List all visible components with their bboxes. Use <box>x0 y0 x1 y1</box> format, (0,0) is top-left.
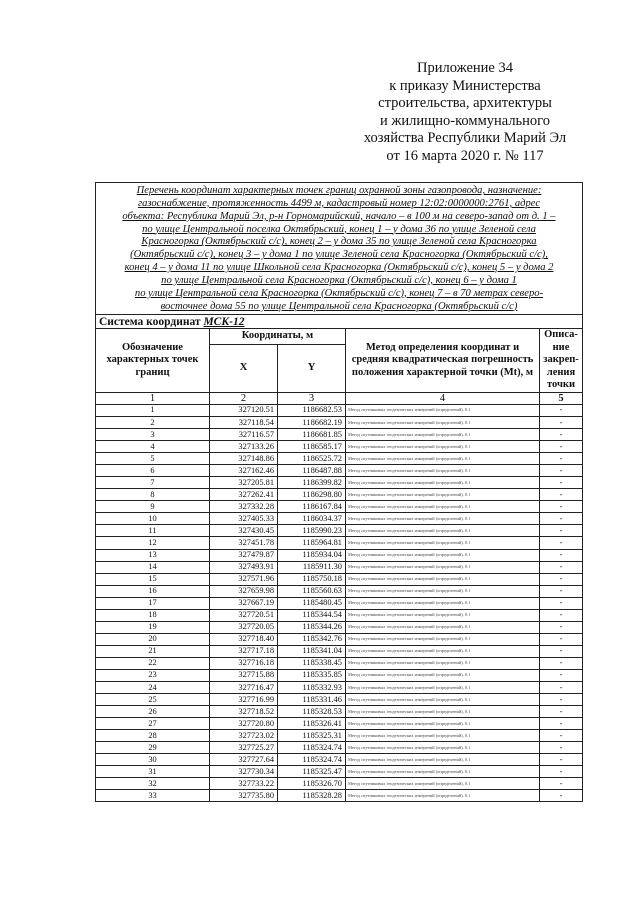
coord-y: 1186167.84 <box>278 501 346 513</box>
table-row <box>96 525 583 537</box>
description-cell: - <box>540 549 583 561</box>
coord-x: 327116.57 <box>210 429 278 441</box>
point-id: 1 <box>96 404 210 416</box>
method-cell: Метод спутниковых геодезических измерений (определений), 0.1 <box>346 453 540 465</box>
coord-x: 327332.28 <box>210 501 278 513</box>
point-id: 33 <box>96 790 210 802</box>
method-cell: Метод спутниковых геодезических измерений (определений), 0.1 <box>346 525 540 537</box>
appendix-line: хозяйства Республики Марий Эл <box>363 130 567 146</box>
table-row <box>96 453 583 465</box>
coord-y: 1185342.76 <box>278 633 346 645</box>
description-cell: - <box>540 766 583 778</box>
coordinate-system <box>96 315 583 329</box>
coord-x: 327148.86 <box>210 453 278 465</box>
title-line: Перечень координат характерных точек границ охранной зоны газопровода, назначение: <box>136 185 542 196</box>
coord-y: 1185964.81 <box>278 537 346 549</box>
description-cell: - <box>540 694 583 706</box>
description-cell: - <box>540 718 583 730</box>
description-cell: - <box>540 537 583 549</box>
coord-y: 1185326.70 <box>278 778 346 790</box>
point-id: 12 <box>96 537 210 549</box>
table-row <box>96 706 583 718</box>
point-id: 3 <box>96 429 210 441</box>
coord-y: 1186034.37 <box>278 513 346 525</box>
point-id: 26 <box>96 706 210 718</box>
coord-y: 1185341.04 <box>278 645 346 657</box>
method-cell: Метод спутниковых геодезических измерений (определений), 0.1 <box>346 730 540 742</box>
column-number: 2 <box>210 392 278 404</box>
table-row <box>96 718 583 730</box>
header-description: Описа-ние закреп-ления точки <box>540 329 583 393</box>
coord-x: 327720.05 <box>210 621 278 633</box>
table-row <box>96 754 583 766</box>
table-row <box>96 477 583 489</box>
description-cell: - <box>540 513 583 525</box>
table-row <box>96 549 583 561</box>
point-id: 18 <box>96 609 210 621</box>
title-line: восточнее дома 55 по улице Центральной села Красногорка (Октябрьский с/с) <box>160 300 518 312</box>
appendix-line: и жилищно-коммунального <box>379 112 551 129</box>
method-cell: Метод спутниковых геодезических измерений (определений), 0.1 <box>346 694 540 706</box>
description-cell: - <box>540 633 583 645</box>
method-cell: Метод спутниковых геодезических измерений (определений), 0.1 <box>346 429 540 441</box>
point-id: 6 <box>96 465 210 477</box>
table-row <box>96 778 583 790</box>
method-cell: Метод спутниковых геодезических измерений (определений), 0.1 <box>346 537 540 549</box>
header-x: X <box>210 344 278 392</box>
title-line: Красногорка (Октябрьский с/с), конец 2 – у дома 35 по улице Зеленой села Красногорка <box>141 236 537 248</box>
table-row <box>96 621 583 633</box>
description-cell: - <box>540 621 583 633</box>
title-line: объекта: Республика Марий Эл, р-н Горномарийский, начало – в 100 м на северо-запад от д. 1 – <box>122 210 556 222</box>
coord-x: 327720.51 <box>210 609 278 621</box>
description-cell: - <box>540 742 583 754</box>
system-value: МСК-12 <box>203 315 245 328</box>
description-cell: - <box>540 682 583 694</box>
method-cell: Метод спутниковых геодезических измерений (определений), 0.1 <box>346 754 540 766</box>
method-cell: Метод спутниковых геодезических измерений (определений), 0.1 <box>346 718 540 730</box>
column-number: 4 <box>346 392 540 404</box>
coord-x: 327730.34 <box>210 766 278 778</box>
description-cell: - <box>540 778 583 790</box>
description-cell: - <box>540 501 583 513</box>
table-row <box>96 609 583 621</box>
description-cell: - <box>540 706 583 718</box>
point-id: 10 <box>96 513 210 525</box>
point-id: 4 <box>96 441 210 453</box>
description-cell: - <box>540 453 583 465</box>
method-cell: Метод спутниковых геодезических измерений (определений), 0.1 <box>346 621 540 633</box>
coord-y: 1185324.74 <box>278 742 346 754</box>
description-cell: - <box>540 754 583 766</box>
point-id: 7 <box>96 477 210 489</box>
appendix-block <box>330 60 600 165</box>
table-row <box>96 561 583 573</box>
point-id: 29 <box>96 742 210 754</box>
point-id: 16 <box>96 585 210 597</box>
coord-y: 1186399.82 <box>278 477 346 489</box>
description-cell: - <box>540 669 583 681</box>
table-row <box>96 694 583 706</box>
coord-x: 327667.19 <box>210 597 278 609</box>
coord-x: 327735.80 <box>210 790 278 802</box>
system-row <box>96 315 583 329</box>
coord-x: 327133.26 <box>210 441 278 453</box>
coord-y: 1186682.19 <box>278 416 346 428</box>
coord-y: 1185344.54 <box>278 609 346 621</box>
point-id: 23 <box>96 669 210 681</box>
point-id: 25 <box>96 694 210 706</box>
coord-y: 1186681.85 <box>278 429 346 441</box>
table-row <box>96 489 583 501</box>
coord-x: 327716.47 <box>210 682 278 694</box>
coord-y: 1185911.30 <box>278 561 346 573</box>
description-cell: - <box>540 609 583 621</box>
method-cell: Метод спутниковых геодезических измерений (определений), 0.1 <box>346 682 540 694</box>
coord-x: 327430.45 <box>210 525 278 537</box>
title-line: (Октябрьский с/с), конец 3 – у дома 1 по улице Зеленой села Красногорка (Октябрьский с/с), <box>130 249 548 261</box>
table-row <box>96 742 583 754</box>
point-id: 30 <box>96 754 210 766</box>
method-cell: Метод спутниковых геодезических измерений (определений), 0.1 <box>346 633 540 645</box>
coord-y: 1185324.74 <box>278 754 346 766</box>
coord-y: 1186585.17 <box>278 441 346 453</box>
coord-y: 1185328.53 <box>278 706 346 718</box>
coord-y: 1185560.63 <box>278 585 346 597</box>
header-row <box>96 329 583 344</box>
method-cell: Метод спутниковых геодезических измерений (определений), 0.1 <box>346 742 540 754</box>
coord-x: 327405.33 <box>210 513 278 525</box>
table-row <box>96 537 583 549</box>
method-cell: Метод спутниковых геодезических измерений (определений), 0.1 <box>346 766 540 778</box>
method-cell: Метод спутниковых геодезических измерений (определений), 0.1 <box>346 669 540 681</box>
method-cell: Метод спутниковых геодезических измерений (определений), 0.1 <box>346 657 540 669</box>
table-row <box>96 465 583 477</box>
method-cell: Метод спутниковых геодезических измерений (определений), 0.1 <box>346 549 540 561</box>
description-cell: - <box>540 404 583 416</box>
coord-y: 1185990.23 <box>278 525 346 537</box>
coord-y: 1185331.46 <box>278 694 346 706</box>
description-cell: - <box>540 585 583 597</box>
column-number: 3 <box>278 392 346 404</box>
method-cell: Метод спутниковых геодезических измерений (определений), 0.1 <box>346 477 540 489</box>
method-cell: Метод спутниковых геодезических измерений (определений), 0.1 <box>346 404 540 416</box>
table-row <box>96 790 583 802</box>
method-cell: Метод спутниковых геодезических измерений (определений), 0.1 <box>346 465 540 477</box>
method-cell: Метод спутниковых геодезических измерений (определений), 0.1 <box>346 513 540 525</box>
coord-y: 1186682.53 <box>278 404 346 416</box>
method-cell: Метод спутниковых геодезических измерений (определений), 0.1 <box>346 489 540 501</box>
table-row <box>96 657 583 669</box>
method-cell: Метод спутниковых геодезических измерений (определений), 0.1 <box>346 416 540 428</box>
table-row <box>96 573 583 585</box>
description-cell: - <box>540 573 583 585</box>
point-id: 8 <box>96 489 210 501</box>
coord-x: 327723.02 <box>210 730 278 742</box>
table-title <box>96 183 583 315</box>
method-cell: Метод спутниковых геодезических измерений (определений), 0.1 <box>346 706 540 718</box>
point-id: 14 <box>96 561 210 573</box>
description-cell: - <box>540 489 583 501</box>
coord-y: 1185335.85 <box>278 669 346 681</box>
coord-y: 1185332.93 <box>278 682 346 694</box>
point-id: 31 <box>96 766 210 778</box>
point-id: 32 <box>96 778 210 790</box>
coord-x: 327717.18 <box>210 645 278 657</box>
coord-y: 1185325.47 <box>278 766 346 778</box>
table-row <box>96 585 583 597</box>
method-cell: Метод спутниковых геодезических измерений (определений), 0.1 <box>346 790 540 802</box>
method-cell: Метод спутниковых геодезических измерений (определений), 0.1 <box>346 645 540 657</box>
table-row <box>96 645 583 657</box>
coord-x: 327205.81 <box>210 477 278 489</box>
point-id: 22 <box>96 657 210 669</box>
point-id: 19 <box>96 621 210 633</box>
appendix-line: Приложение 34 <box>417 60 513 76</box>
coord-x: 327118.54 <box>210 416 278 428</box>
coord-y: 1185325.31 <box>278 730 346 742</box>
coord-y: 1185480.45 <box>278 597 346 609</box>
coord-y: 1185338.45 <box>278 657 346 669</box>
coord-y: 1185344.26 <box>278 621 346 633</box>
description-cell: - <box>540 477 583 489</box>
title-line: по улице Центральной села Красногорка (Октябрьский с/с), конец 7 – в 70 метрах северо- <box>134 287 544 299</box>
title-line: по улице Центральной села Красногорка (Октябрьский с/с), конец 6 – у дома 1 <box>161 274 517 286</box>
description-cell: - <box>540 429 583 441</box>
table-row <box>96 766 583 778</box>
description-cell: - <box>540 525 583 537</box>
coord-y: 1185934.04 <box>278 549 346 561</box>
description-cell: - <box>540 657 583 669</box>
table-row <box>96 669 583 681</box>
table-title-row <box>96 183 583 315</box>
description-cell: - <box>540 441 583 453</box>
coord-y: 1185328.28 <box>278 790 346 802</box>
method-cell: Метод спутниковых геодезических измерений (определений), 0.1 <box>346 609 540 621</box>
coord-x: 327451.78 <box>210 537 278 549</box>
point-id: 15 <box>96 573 210 585</box>
table-row <box>96 513 583 525</box>
method-cell: Метод спутниковых геодезических измерений (определений), 0.1 <box>346 778 540 790</box>
coord-y: 1185326.41 <box>278 718 346 730</box>
point-id: 13 <box>96 549 210 561</box>
coord-x: 327262.41 <box>210 489 278 501</box>
coord-x: 327733.22 <box>210 778 278 790</box>
appendix-line: от 16 марта 2020 г. № 117 <box>386 147 544 164</box>
coord-x: 327493.91 <box>210 561 278 573</box>
description-cell: - <box>540 730 583 742</box>
header-method: Метод определения координат и средняя квадратическая погрешность положения характерной точки (Mt), м <box>346 329 540 393</box>
coord-x: 327720.80 <box>210 718 278 730</box>
appendix-line: строительства, архитектуры <box>378 95 552 111</box>
method-cell: Метод спутниковых геодезических измерений (определений), 0.1 <box>346 501 540 513</box>
description-cell: - <box>540 645 583 657</box>
coord-x: 327715.88 <box>210 669 278 681</box>
coord-x: 327718.52 <box>210 706 278 718</box>
title-line: конец 4 – у дома 11 по улице Школьной села Красногорка (Октябрьский с/с), конец 5 – у дома 2 <box>124 262 554 274</box>
header-designation: Обозначение характерных точек границ <box>96 329 210 393</box>
header-y: Y <box>278 344 346 392</box>
coord-x: 327571.96 <box>210 573 278 585</box>
point-id: 27 <box>96 718 210 730</box>
title-line: по улице Центральной поселка Октябрьский, конец 1 – у дома 36 по улице Зеленой села <box>142 223 536 235</box>
system-label: Система координат <box>99 315 201 328</box>
coord-y: 1186525.72 <box>278 453 346 465</box>
table-row <box>96 730 583 742</box>
table-row <box>96 441 583 453</box>
table-row <box>96 633 583 645</box>
column-number-row <box>96 392 583 404</box>
coord-x: 327659.98 <box>210 585 278 597</box>
coord-y: 1185750.18 <box>278 573 346 585</box>
method-cell: Метод спутниковых геодезических измерений (определений), 0.1 <box>346 585 540 597</box>
description-cell: - <box>540 465 583 477</box>
coord-x: 327716.18 <box>210 657 278 669</box>
header-coordinates: Координаты, м <box>210 329 346 344</box>
point-id: 5 <box>96 453 210 465</box>
method-cell: Метод спутниковых геодезических измерений (определений), 0.1 <box>346 441 540 453</box>
description-cell: - <box>540 790 583 802</box>
coord-y: 1186298.80 <box>278 489 346 501</box>
description-cell: - <box>540 561 583 573</box>
appendix-line: к приказу Министерства <box>389 77 541 94</box>
coord-x: 327718.40 <box>210 633 278 645</box>
description-cell: - <box>540 416 583 428</box>
coord-x: 327716.99 <box>210 694 278 706</box>
point-id: 9 <box>96 501 210 513</box>
table-row <box>96 429 583 441</box>
point-id: 20 <box>96 633 210 645</box>
point-id: 24 <box>96 682 210 694</box>
method-cell: Метод спутниковых геодезических измерений (определений), 0.1 <box>346 561 540 573</box>
coord-x: 327162.46 <box>210 465 278 477</box>
table-row <box>96 597 583 609</box>
method-cell: Метод спутниковых геодезических измерений (определений), 0.1 <box>346 573 540 585</box>
coordinates-table <box>95 182 583 802</box>
coord-x: 327120.51 <box>210 404 278 416</box>
column-number: 1 <box>96 392 210 404</box>
point-id: 28 <box>96 730 210 742</box>
table-row <box>96 416 583 428</box>
table-row <box>96 501 583 513</box>
point-id: 17 <box>96 597 210 609</box>
coord-x: 327727.64 <box>210 754 278 766</box>
coord-x: 327725.27 <box>210 742 278 754</box>
table-row <box>96 404 583 416</box>
point-id: 2 <box>96 416 210 428</box>
method-cell: Метод спутниковых геодезических измерений (определений), 0.1 <box>346 597 540 609</box>
column-number: 5 <box>540 392 583 404</box>
table-row <box>96 682 583 694</box>
coord-x: 327479.87 <box>210 549 278 561</box>
coord-y: 1186487.88 <box>278 465 346 477</box>
point-id: 11 <box>96 525 210 537</box>
title-line: газоснабжение, протяженность 4499 м, кадастровый номер 12:02:0000000:2761, адрес <box>137 197 541 209</box>
description-cell: - <box>540 597 583 609</box>
point-id: 21 <box>96 645 210 657</box>
